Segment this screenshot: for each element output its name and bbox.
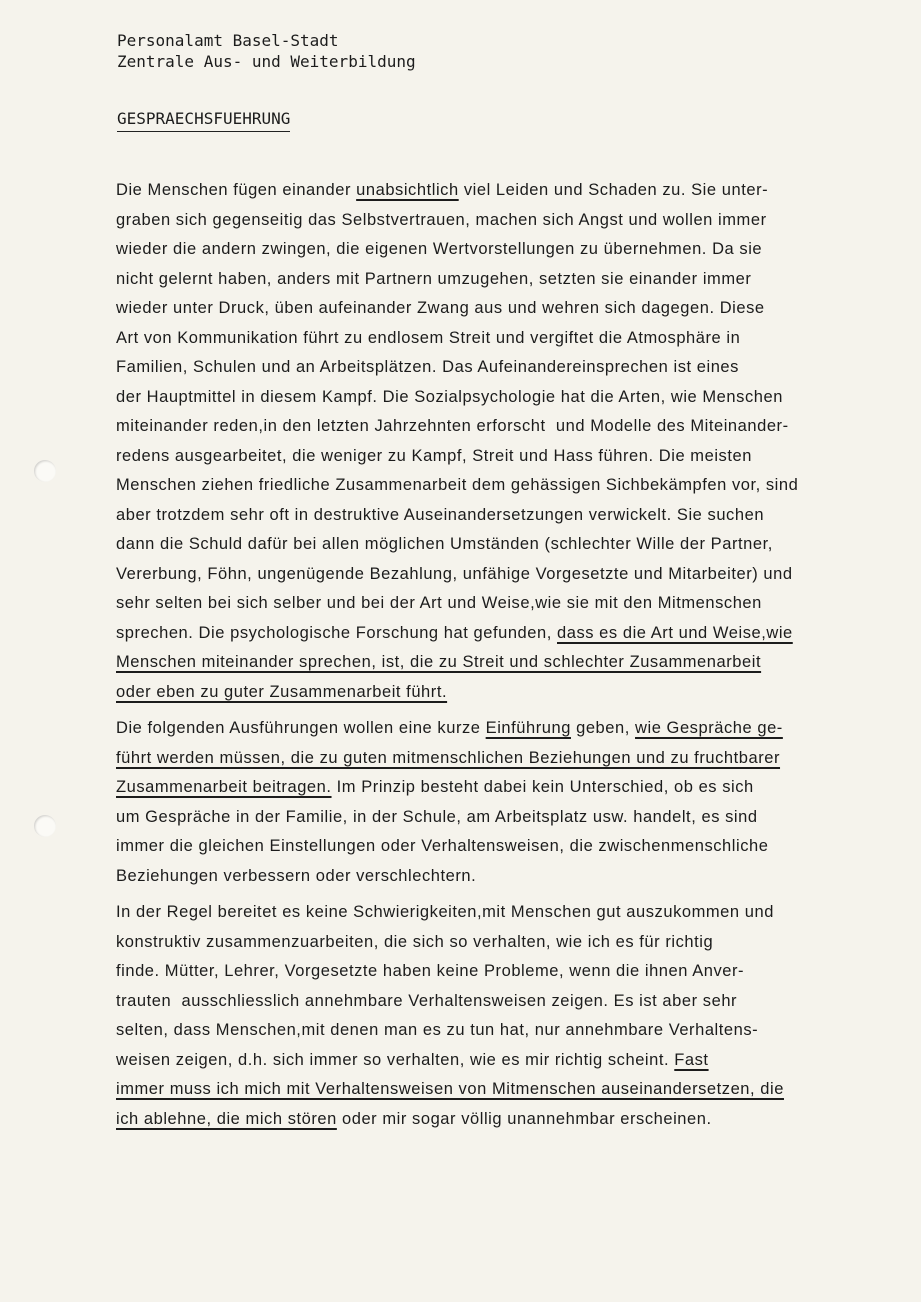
underlined-text: führt werden müssen, die zu guten mitmenschlichen Beziehungen und zu fruchtbarer — [116, 748, 781, 767]
text-segment: sehr selten bei sich selber und bei der Art und Weise,wie sie mit den Mitmenschen — [116, 594, 762, 612]
text-line — [116, 619, 886, 649]
text-line — [116, 1075, 886, 1105]
text-segment: wieder die andern zwingen, die eigenen Wertvorstellungen zu übernehmen. Da sie — [116, 240, 763, 258]
text-segment: In der Regel bereitet es keine Schwierigkeiten,mit Menschen gut auszukommen und — [116, 903, 774, 921]
document-title: GESPRAECHSFUEHRUNG — [117, 108, 290, 132]
paragraph — [116, 898, 886, 1134]
underlined-text: wie Gespräche ge- — [635, 719, 783, 737]
text-segment: oder mir sogar völlig unannehmbar erscheinen. — [336, 1109, 712, 1128]
underlined-text: unabsichtlich — [356, 181, 459, 199]
text-segment: um Gespräche in der Familie, in der Schule, am Arbeitsplatz usw. handelt, es sind — [116, 807, 758, 826]
text-segment: miteinander reden,in den letzten Jahrzehnten erforscht und Modelle des Miteinander- — [116, 417, 789, 435]
text-line — [116, 442, 886, 472]
text-line — [116, 383, 886, 413]
letterhead-department: Zentrale Aus- und Weiterbildung — [117, 52, 416, 71]
text-segment: geben, — [570, 719, 636, 737]
underlined-text: oder eben zu guter Zusammenarbeit führt. — [116, 682, 448, 701]
text-line — [116, 501, 886, 531]
text-line — [116, 353, 886, 383]
text-line — [116, 957, 886, 987]
text-segment: Art von Kommunikation führt zu endlosem Streit und vergiftet die Atmosphäre in — [116, 328, 741, 347]
text-line — [116, 589, 886, 619]
underlined-text: Fast — [674, 1050, 709, 1069]
text-line — [116, 1046, 886, 1076]
text-line — [116, 324, 886, 354]
text-line — [116, 648, 886, 678]
text-segment: trauten ausschliesslich annehmbare Verhaltensweisen zeigen. Es ist aber sehr — [116, 991, 738, 1010]
text-segment: Im Prinzip besteht dabei kein Unterschied, ob es sich — [331, 778, 754, 796]
text-line — [116, 176, 886, 206]
letterhead-organization: Personalamt Basel-Stadt — [117, 31, 339, 50]
text-segment: graben sich gegenseitig das Selbstvertrauen, machen sich Angst und wollen immer — [116, 210, 767, 229]
text-line — [116, 206, 886, 236]
text-line — [116, 678, 886, 708]
text-segment: immer die gleichen Einstellungen oder Verhaltensweisen, die zwischenmenschliche — [116, 837, 769, 855]
text-line — [116, 987, 886, 1017]
underlined-text: dass es die Art und Weise,wie — [557, 623, 793, 642]
text-segment: der Hauptmittel in diesem Kampf. Die Sozialpsychologie hat die Arten, wie Menschen — [116, 387, 783, 406]
text-segment: finde. Mütter, Lehrer, Vorgesetzte haben keine Probleme, wenn die ihnen Anver- — [116, 962, 745, 980]
text-segment: weisen zeigen, d.h. sich immer so verhalten, wie es mir richtig scheint. — [116, 1050, 675, 1069]
text-segment: dann die Schuld dafür bei allen möglichen Umständen (schlechter Wille der Partner, — [116, 535, 773, 553]
text-line — [116, 862, 886, 892]
text-line — [116, 294, 886, 324]
paragraph — [116, 176, 886, 707]
text-segment: nicht gelernt haben, anders mit Partnern umzugehen, setzten sie einander immer — [116, 269, 752, 288]
text-line — [116, 560, 886, 590]
text-line — [116, 832, 886, 862]
text-segment: konstruktiv zusammenzuarbeiten, die sich so verhalten, wie ich es für richtig — [116, 932, 714, 951]
underlined-text: Einführung — [485, 719, 571, 737]
underlined-text: Menschen miteinander sprechen, ist, die zu Streit und schlechter Zusammenarbeit — [116, 653, 762, 671]
text-segment: Menschen ziehen friedliche Zusammenarbeit dem gehässigen Sichbekämpfen vor, sind — [116, 476, 799, 494]
letterhead — [117, 30, 416, 72]
text-line — [116, 471, 886, 501]
text-segment: Die folgenden Ausführungen wollen eine kurze — [116, 719, 486, 737]
text-segment: Die Menschen fügen einander — [116, 181, 357, 199]
underlined-text: ich ablehne, die mich stören — [116, 1109, 337, 1128]
text-segment: redens ausgearbeitet, die weniger zu Kampf, Streit und Hass führen. Die meisten — [116, 446, 752, 465]
text-line — [116, 1105, 886, 1135]
text-segment: Vererbung, Föhn, ungenügende Bezahlung, unfähige Vorgesetzte und Mitarbeiter) und — [116, 564, 793, 583]
text-line — [116, 714, 886, 744]
document-body — [116, 176, 886, 1141]
underlined-text: immer muss ich mich mit Verhaltensweisen von Mitmenschen auseinandersetzen, die — [116, 1080, 784, 1098]
text-line — [116, 744, 886, 774]
text-segment: wieder unter Druck, üben aufeinander Zwang aus und wehren sich dagegen. Diese — [116, 299, 765, 317]
text-line — [116, 928, 886, 958]
text-segment: Familien, Schulen und an Arbeitsplätzen. Das Aufeinandereinsprechen ist eines — [116, 358, 739, 376]
text-line — [116, 530, 886, 560]
text-segment: viel Leiden und Schaden zu. Sie unter- — [458, 181, 769, 199]
underlined-text: Zusammenarbeit beitragen. — [116, 778, 332, 796]
paragraph — [116, 714, 886, 891]
text-segment: Beziehungen verbessern oder verschlechtern. — [116, 866, 477, 885]
text-line — [116, 235, 886, 265]
text-line — [116, 265, 886, 295]
text-line — [116, 803, 886, 833]
text-line — [116, 1016, 886, 1046]
text-line — [116, 773, 886, 803]
text-segment: selten, dass Menschen,mit denen man es zu tun hat, nur annehmbare Verhaltens- — [116, 1021, 759, 1039]
punch-hole-lower — [34, 815, 56, 837]
punch-hole-upper — [34, 460, 56, 482]
text-line — [116, 898, 886, 928]
text-line — [116, 412, 886, 442]
text-segment: aber trotzdem sehr oft in destruktive Auseinandersetzungen verwickelt. Sie suchen — [116, 505, 765, 524]
text-segment: sprechen. Die psychologische Forschung hat gefunden, — [116, 623, 557, 642]
